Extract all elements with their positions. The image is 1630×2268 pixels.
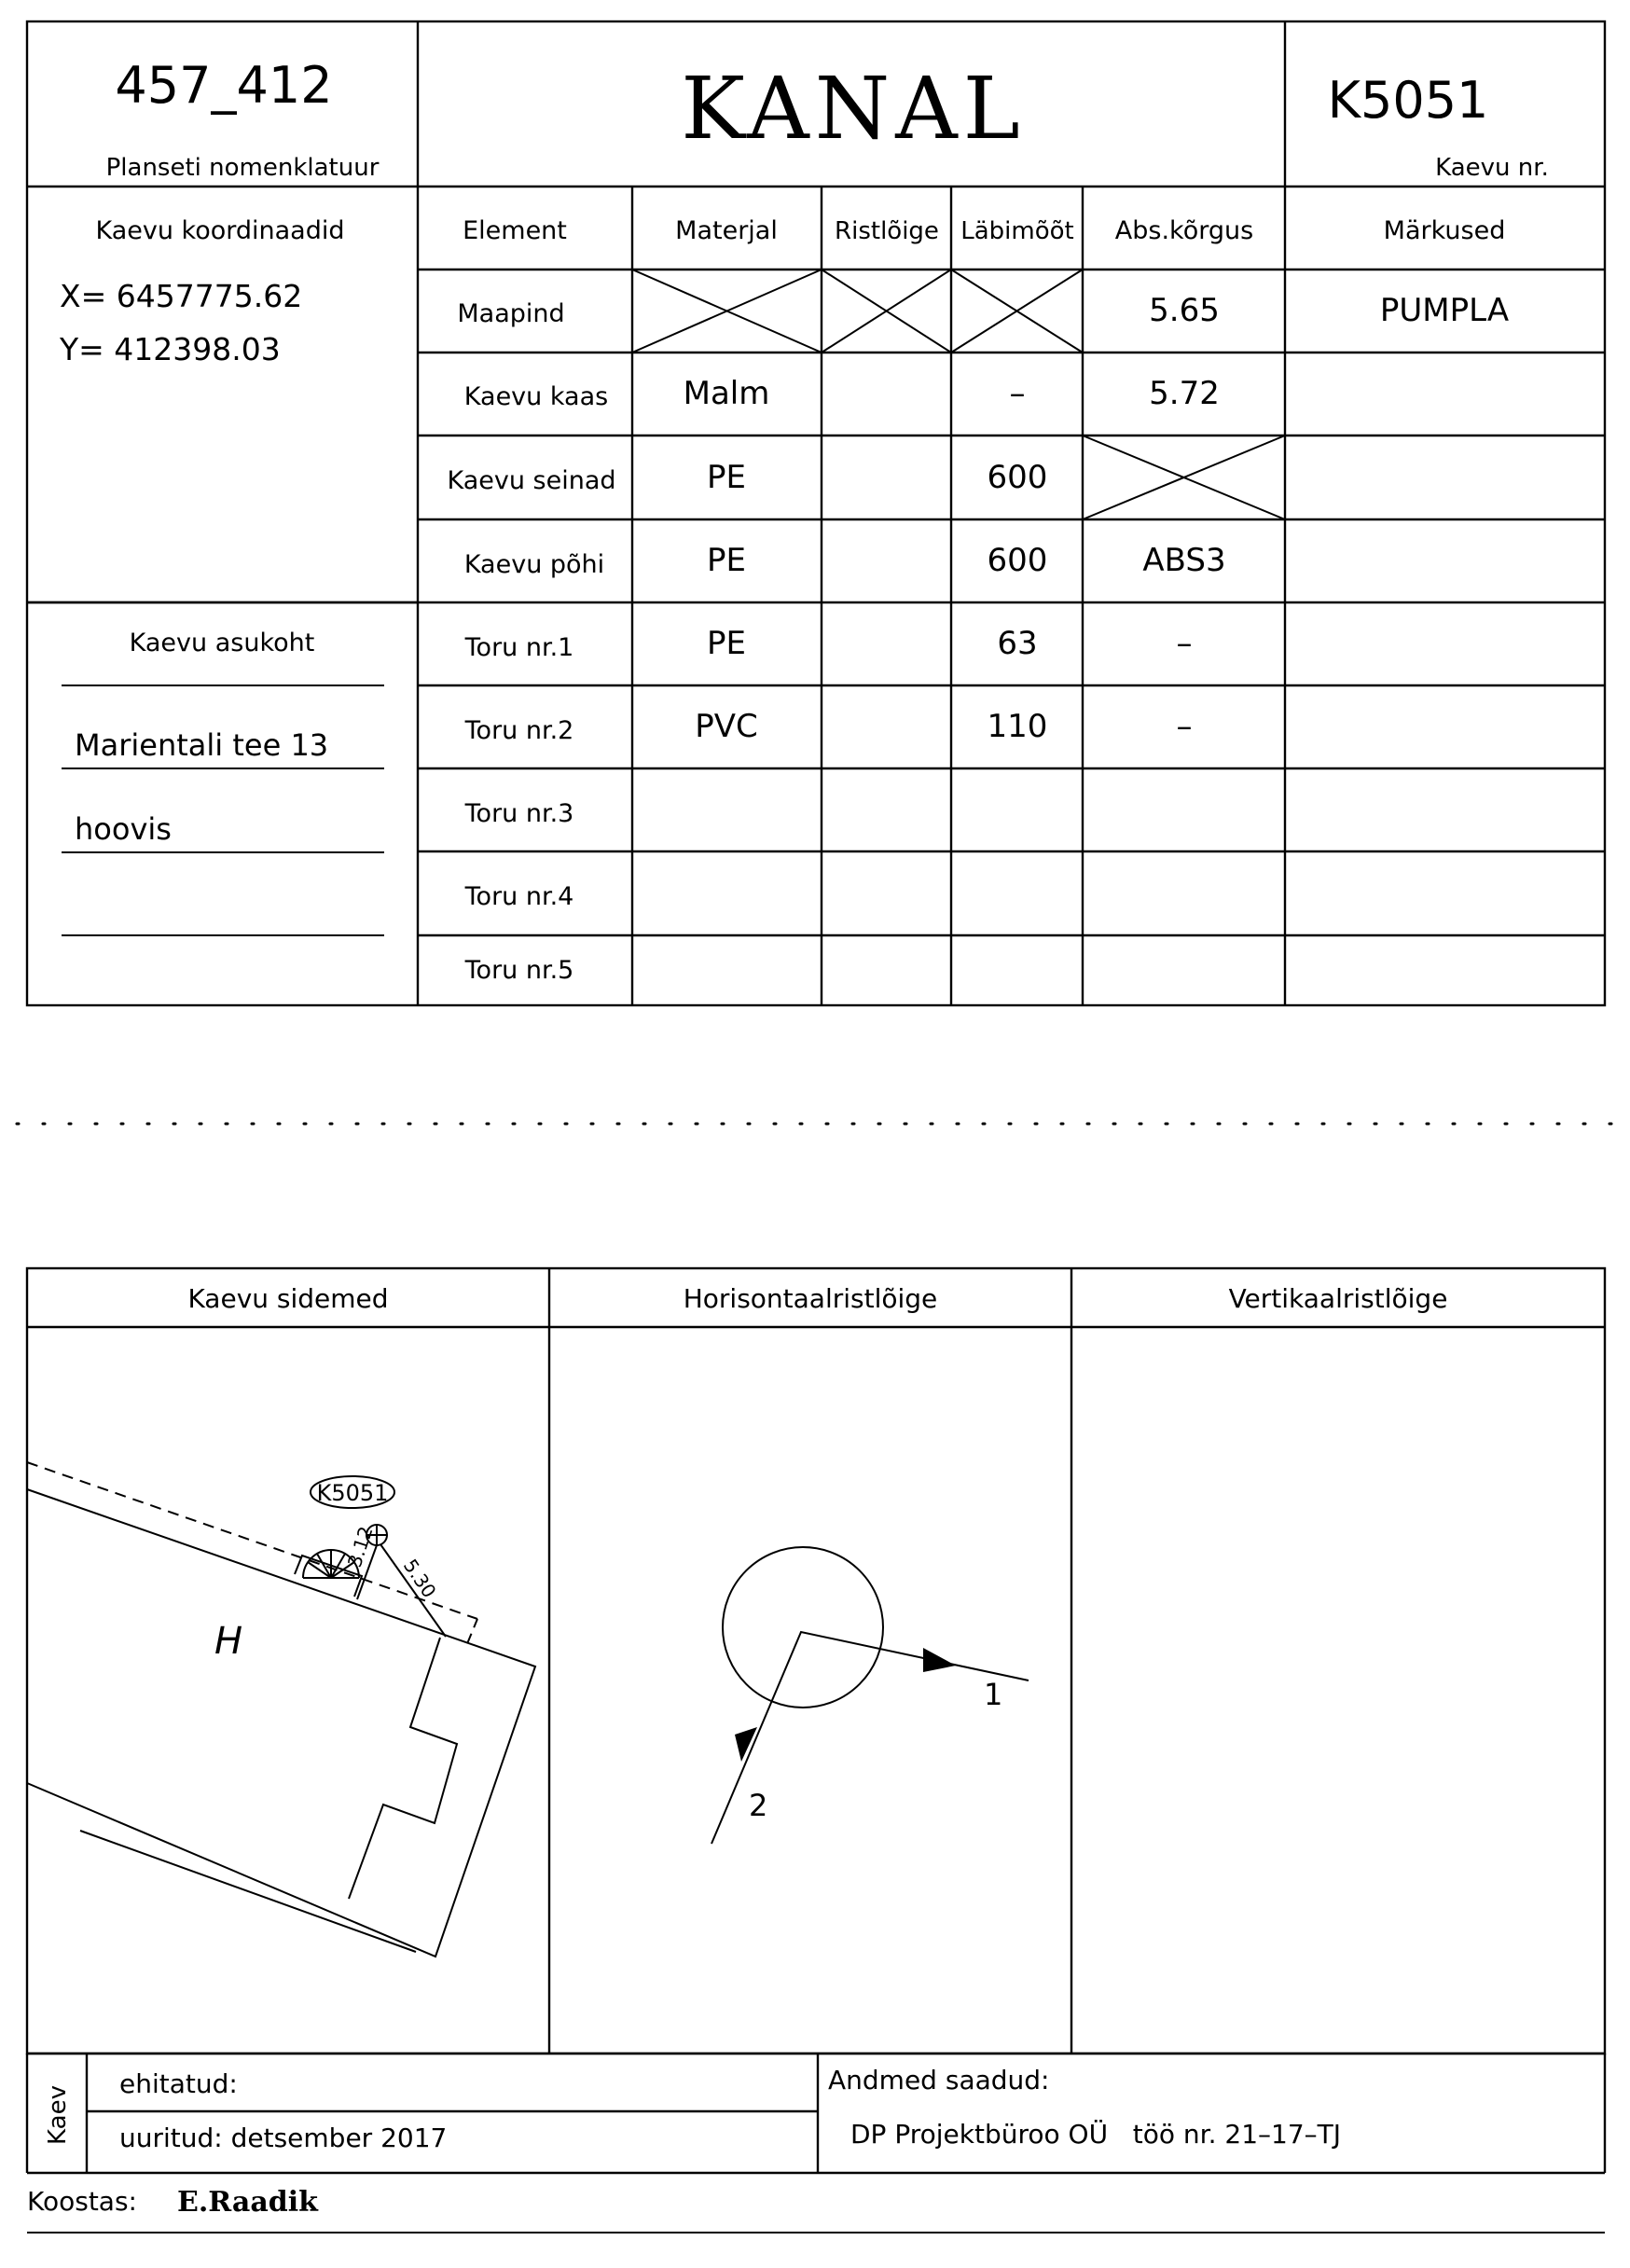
- row-remarks: PUMPLA: [1379, 292, 1510, 329]
- row-elevation: –: [1176, 625, 1193, 662]
- site-well-label: K5051: [316, 1480, 389, 1506]
- column-header: Element: [463, 216, 567, 245]
- table-row: [457, 292, 1509, 329]
- row-element: Toru nr.5: [464, 956, 574, 985]
- row-element: Kaevu kaas: [463, 382, 609, 411]
- row-diameter: 63: [997, 625, 1038, 662]
- table-row: [464, 882, 574, 911]
- row-material: PE: [707, 542, 746, 579]
- author-name: E.Raadik: [177, 2186, 318, 2219]
- side-label: Kaev: [44, 2085, 72, 2145]
- panel-title-horizontal: Horisontaalristlõige: [683, 1283, 938, 1314]
- column-header: Abs.kõrgus: [1114, 216, 1254, 245]
- table-row: [464, 542, 1226, 579]
- drawing-card: [27, 1268, 1605, 2054]
- row-material: Malm: [683, 375, 770, 412]
- column-header: Ristlõige: [835, 217, 939, 245]
- row-element: Kaevu seinad: [447, 466, 616, 495]
- row-diameter: 600: [987, 542, 1048, 579]
- row-element: Toru nr.4: [464, 882, 574, 911]
- data-source-label: Andmed saadud:: [828, 2065, 1050, 2095]
- row-element: Toru nr.2: [464, 716, 574, 745]
- coordinates-label: Kaevu koordinaadid: [95, 216, 345, 245]
- footer: [27, 2054, 1605, 2233]
- row-material: PE: [707, 459, 746, 496]
- location-line-1: Marientali tee 13: [75, 727, 329, 763]
- pipe-label: 2: [749, 1788, 768, 1823]
- building-label: H: [214, 1620, 243, 1663]
- row-material: PVC: [695, 708, 758, 745]
- row-element: Kaevu põhi: [463, 550, 605, 579]
- page-title: KANAL: [681, 59, 1026, 159]
- panel-title-vertical: Vertikaalristlõige: [1228, 1283, 1448, 1314]
- dimension-label: 5.30: [398, 1555, 441, 1602]
- row-elevation: –: [1176, 708, 1193, 745]
- surveyed-label: uuritud: detsember 2017: [119, 2123, 448, 2153]
- row-elevation: ABS3: [1142, 542, 1226, 579]
- well-caption: Kaevu nr.: [1435, 154, 1549, 182]
- built-label: ehitatud:: [119, 2068, 238, 2099]
- arrow-icon: [923, 1648, 956, 1672]
- table-row: [464, 799, 574, 828]
- column-header: Materjal: [675, 216, 778, 245]
- row-diameter: –: [1009, 375, 1026, 412]
- row-element: Toru nr.1: [464, 633, 574, 662]
- row-element: Toru nr.3: [464, 799, 574, 828]
- dimension-label: 3.12: [342, 1523, 378, 1570]
- pipe-label: 1: [984, 1677, 1003, 1712]
- well-number: K5051: [1327, 71, 1489, 130]
- data-source: DP Projektbüroo OÜ töö nr. 21–17–TJ: [850, 2119, 1342, 2150]
- site-sketch: [27, 1462, 535, 1957]
- well-card: [27, 21, 1605, 1005]
- author-label: Koostas:: [27, 2186, 137, 2217]
- coordinate-y: Y= 412398.03: [60, 331, 281, 367]
- table-header: [463, 216, 1505, 245]
- row-diameter: 110: [987, 708, 1048, 745]
- row-diameter: 600: [987, 459, 1048, 496]
- row-elevation: 5.65: [1149, 292, 1220, 329]
- row-elevation: 5.72: [1149, 375, 1220, 412]
- column-header: Läbimõõt: [960, 217, 1074, 245]
- coordinate-x: X= 6457775.62: [60, 278, 303, 314]
- table-row: [464, 956, 574, 985]
- table-row: [464, 375, 1220, 412]
- column-header: Märkused: [1383, 216, 1506, 245]
- row-element: Maapind: [457, 299, 565, 328]
- panel-title-ties: Kaevu sidemed: [187, 1283, 389, 1314]
- row-material: PE: [707, 625, 746, 662]
- sheet-number: 457_412: [115, 56, 333, 115]
- location-line-2: hoovis: [75, 811, 172, 847]
- location-label: Kaevu asukoht: [129, 629, 315, 657]
- sheet-caption: Planseti nomenklatuur: [105, 154, 380, 182]
- table-row: [447, 459, 1047, 496]
- horizontal-section: [711, 1547, 1029, 1844]
